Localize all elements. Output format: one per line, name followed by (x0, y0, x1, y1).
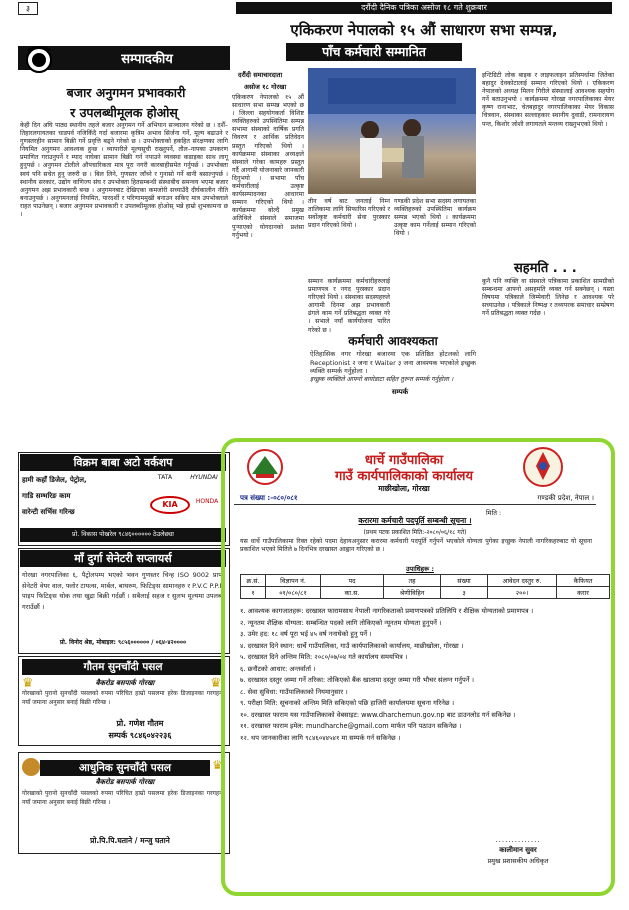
notice-ref-value: -०८०/०८१ (270, 494, 298, 502)
notice-item: ८. सेवा सुविधा: गाउँपालिकाको नियमानुसार । (240, 687, 348, 696)
gautam-subtitle: बैकरोड बसपार्क गोरखा (95, 679, 155, 687)
gautam-title: गौतम सुनचाँदी पसल (22, 659, 224, 675)
lead-col4: इन्टिग्रिटी लोक बाइक र लाइफलाइन प्रतिस्पर्धामा जितेका बहादुर देवकोटालाई सम्मान गरिएको थियो । एकिकरण नेपालको अध्यक्ष मिलन गिरीले संस्थालाई आवश्यक सहयोग गर्ने बताउनुभयो । कार्यक्रममा गोरखा नगरपालिकाका मेयर कृष्ण रानाभाट, चेतबहादुर नगरपालिकाका मेयर विकास चित्रवान, संस्थाका सल्लाहकार स्थानीय दुवाडी, रामनारायण पन्त, किशोर जोशी लगायतले मन्तव्य राख्नुभएको थियो । (482, 72, 614, 128)
table-cell: का.स. (321, 587, 384, 599)
gautam-phone: सम्पर्क ९८४६०४२२३६ (108, 731, 172, 740)
page-number: ३ (18, 2, 38, 15)
notice-org: धार्चे गाउँपालिका (364, 453, 444, 468)
notice-item: २. न्यूनतम शैक्षिक योग्यता: सम्बन्धित पदको लागि तोकिएको न्यूनतम योग्यता हुनुपर्ने । (240, 618, 442, 627)
notice-place: माछीखोला, गोरखा (378, 484, 430, 493)
auto-workshop-line-2: गाडि सम्भरिङ काम (22, 492, 71, 500)
table-cell: करार (557, 587, 610, 599)
vacancy-table (240, 574, 610, 599)
ganesh-icon (22, 758, 40, 776)
auto-workshop-contact: प्रो. विकास पोखरेल ९८४६०००००० ठेउलेछ्या (20, 528, 226, 542)
notice-intro: यस धार्चे गाउँपालिकामा रिक्त रहेको पदमा देहायअनुसार करारमा कर्मचारी पदपूर्ति गर्नुपर्ने भएकोले योग्यता पुगेका इच्छुक नेपाली नागरिकहरुबाट यो सूचना प्रकाशित भएको मितिले ७ दिनभित्र दरखास्त आह्वान गरिएको छ । (240, 538, 592, 553)
signature-dots: .............. (495, 836, 541, 844)
editorial-section-label: सम्पादकीय (121, 52, 173, 67)
notice-ref (240, 494, 360, 503)
col-header: क्र.सं. (241, 575, 266, 587)
notice-ref-label: पत्र संख्या : (240, 494, 271, 502)
masthead-strip: दरौंदी दैनिक पत्रिका असोज १८ गते शुक्रबार (236, 2, 612, 14)
notice-item: ९. परीक्षा मिति: सूचनाको अन्तिम मिति सकिएको पछि हाजिरी कार्यालयमा सूचना गरिनेछ । (240, 699, 455, 707)
gautam-contact: प्रो. गणेश गौतम (116, 719, 164, 728)
col-header: आवेदन दस्तुर रु. (488, 575, 557, 587)
notice-office: गाउँ कार्यपालिकाको कार्यालय (335, 469, 473, 484)
editorial-logo (22, 46, 58, 74)
table-cell: ०१/०८०/८१ (266, 587, 321, 599)
notice-item: १. आवश्यक कागजातहरू: दरखास्त फारामसाथ नेपाली नागरिकताको प्रमाणपत्रको प्रतिलिपि र शैक्षिक योग्यताको प्रमाणपत्र । (240, 607, 534, 615)
editorial-headline-2: र उपलब्धीमूलक होओस् (70, 105, 178, 120)
notice-item: १२. थप जानकारीका लागि ९८४६०४४५४१ मा सम्पर्क गर्न सकिनेछ । (240, 733, 401, 742)
aadhunik-contact: प्रो.पि.पि.घताने / मन्जु घताने (90, 836, 170, 845)
sahamati-title: सहमति . . . (514, 261, 577, 276)
vacancy-table-header (241, 575, 610, 587)
signature-name: कालीमान सुवर (499, 846, 537, 854)
photo-caption: तीन वर्ष बाट जनताई निम्न तालिकामा लागि सिफारिस गरिएको र सर्वोत्कृष्ट कर्मचारी सेवा पुरस्कार प्रदान गरिएको थियो । (308, 198, 390, 230)
gautam-body: गोरखाको पुरानो सुनचाँदी पसलको रुपमा परिचित हाम्रो पसलमा हरेक डिजाइनका गरगहना नयाँ जमाना अनुसार बनाई बिक्री गरिन्छ । (22, 690, 224, 706)
aadhunik-subtitle: बैकरोड बसपार्क गोरखा (95, 778, 155, 786)
honda-logo: HONDA (195, 498, 219, 505)
col-header: कैफियत (557, 575, 610, 587)
notice-title: करारमा कर्मचारी पदपूर्ति सम्बन्धी सूचना । (358, 516, 472, 525)
lead-headline-1: एकिकरण नेपालको १५ औं साधारण सभा सम्पन्न, (290, 21, 558, 39)
staff-ad-contact-label: सम्पर्क (391, 388, 409, 396)
tata-logo: TATA (157, 474, 173, 481)
municipality-emblem (244, 448, 286, 486)
editorial-headline-1: बजार अनुगमन प्रभावकारी (66, 85, 186, 100)
lead-col3: गण्डकी प्रदेश सभा सदस्य लगायतका व्यक्तिहरुको उपस्थितिमा कार्यक्रम सम्पन्न भएको थियो । कार्यक्रममा उत्कृष्ट काम गर्नेलाई सम्मान गरिएको थियो । (394, 198, 476, 238)
col-header: विज्ञापन नं. (266, 575, 321, 587)
auto-workshop-line-3: वारेन्टी सर्भिस गरिन्छ (22, 508, 75, 516)
lead-photo (308, 68, 476, 194)
notice-date-label: मिति : (486, 509, 502, 517)
sahamati-body: कुनै पनि व्यक्ति वा संस्थाले पत्रिकामा प्रकाशित सामग्रीको सम्बन्धमा आफ्नो असहमति व्यक्त गर्न सक्नेछन् । यस्ता विषयमा पत्रिकाले जिम्मेवारी लिनेछ र आवश्यक परे सच्याउनेछ । पत्रिकाले निष्पक्ष र तथ्यपरक समाचार सम्प्रेषण गर्ने प्रतिबद्धता व्यक्त गर्दछ । (482, 278, 614, 318)
notice-item: ३. उमेर हद: १८ वर्ष पूरा भई ४५ वर्ष ननाघेको हुनु पर्ने । (240, 630, 372, 638)
staff-ad-note: इच्छुक व्यक्तिले आफ्नो बायोडाटा सहित तुरुन्त सम्पर्क गर्नुहोला । (310, 376, 454, 383)
notice-item: ७. दरखास्त दस्तुर जम्मा गर्ने तरिका: तोकिएको बैंक खातामा दस्तुर जम्मा गरी भौचर संलग्न गर्नुपर्ने । (240, 676, 474, 684)
notice-item: ११. दरखास्त फाराम इमेल: mundharche@gmail.com मार्फत पनि पठाउन सकिनेछ । (240, 722, 462, 730)
signature-title: प्रमुख प्रशासकीय अधिकृत (487, 857, 549, 865)
table-cell: ३ (441, 587, 488, 599)
col-header: संख्या (441, 575, 488, 587)
table-cell: २००। (488, 587, 557, 599)
lead-col2: सम्मान कार्यक्रममा कर्मचारीहरुलाई प्रमाणपत्र र नगद पुरस्कार प्रदान गरिएको थियो । संस्थाका सदस्यहरुले आगामी दिनमा अझ प्रभावकारी ढंगले काम गर्ने प्रतिबद्धता व्यक्त गरे । सभाले नयाँ कार्ययोजना पारित गरेको छ । (308, 278, 390, 334)
notice-table-caption: उपाधिहरू : (406, 565, 434, 573)
lead-place: असोज १८ गोरखा (244, 83, 287, 91)
auto-workshop-line-1: हामी कहाँ डिजेल, पेट्रोल, (22, 476, 87, 484)
table-row (241, 587, 610, 599)
lead-byline: दरौंदी समाचारदाता (238, 71, 283, 79)
notice-item: ४. दरखास्त दिने स्थान: धार्चे गाउँपालिका, गाउँ कार्यपालिकाको कार्यालय, माछीखोला, गोरखा । (240, 641, 464, 650)
col-header: पद (321, 575, 384, 587)
hyundai-logo: HYUNDAI (190, 474, 218, 481)
sanitary-contact: प्रो. विनोद श्रेष्ठ, मोबाइल: ९८५६०००००० / ०६४-४२०००० (59, 639, 187, 646)
crown-icon: ♛ (22, 676, 34, 691)
notice-subtitle: (प्रथम पटक प्रकाशित मिति:-२०८०/०६/१८ गते) (363, 529, 467, 536)
notice-province: गण्डकी प्रदेश, नेपाल । (537, 494, 594, 502)
nepal-emblem (520, 446, 566, 488)
sanitary-title: माँ दुर्गा सेनेटरी सप्लायर्स (20, 550, 226, 567)
lead-col1: एकिकरण नेपालको १५ औं साधारण सभा सम्पन्न भएको छ । जिल्ला सहयोगकर्ता विशिष्ट व्यक्तिहरुको उपस्थितिमा सम्पन्न सभामा संस्थाको वार्षिक प्रगति विवरण र आर्थिक प्रतिवेदन प्रस्तुत गरिएको थियो । कार्यक्रममा संस्थाका अध्यक्षले संस्थाले गरेका कामहरु प्रस्तुत गर्दै आगामी योजनाबारे जानकारी दिनुभयो । सभामा पाँच कर्मचारीलाई उत्कृष्ट कार्यसम्पादनका आधारमा सम्मान गरिएको थियो । कार्यक्रममा बोल्दै प्रमुख अतिथिले संस्थाले समाजमा पुर्‍याएको योगदानको प्रशंसा गर्नुभयो । (232, 94, 304, 239)
auto-workshop-title: विक्रम बाबा अटो वर्कशप (20, 454, 226, 471)
staff-ad-body: ऐतिहासिक नगर गोरखा बजारमा एक प्रतिष्ठित होटलको लागि Receptionist २ जना र Waiter ३ जना आवश्यक भएकोले इच्छुक व्यक्ति सम्पर्क गर्नुहोला । (310, 350, 476, 375)
notice-items (240, 606, 594, 744)
crown-icon: ♛ (210, 676, 222, 691)
crown-icon: ♛ (212, 758, 223, 772)
staff-ad-title: कर्मचारी आवश्यकता (348, 334, 438, 348)
notice-item: ५. दरखास्त दिने अन्तिम मिति: २०८०/०७/०४ गते कार्यालय समयभित्र । (240, 653, 408, 661)
notice-divider (234, 504, 596, 505)
aadhunik-body: गोरखाको पुरानो सुनचाँदी पसलको रुपमा परिचित हाम्रो पसलमा हरेक डिजाइनका गरगहना नयाँ जमाना अनुसार बनाई बिक्री गरिन्छ । (22, 790, 224, 806)
sanitary-body: गोरखा नगरपालिका ६, पैट्रोलपम्प भएको भवन गुणस्तर चिन्ह ISO 9002 प्राप्त सेनेटरी वेयर वाल, फ्लोर टायल्स, मार्बल, बाथरुम, फिटिङ्स सामानहरु र P.V.C P.P.R पाइप फिटिङ्स थोक तथा खुद्रा बिक्री गर्दछौं । सबैलाई सहज र सुलभ मूल्यमा उपलब्ध गराउँछौं । (22, 571, 224, 611)
aadhunik-title: आधुनिक सुनचाँदी पसल (40, 760, 210, 776)
lead-headline-2: पाँच कर्मचारी सम्मानित (286, 43, 462, 61)
table-cell: १ (241, 587, 266, 599)
table-cell: श्रेणीविहिन (384, 587, 441, 599)
notice-item: ६. छनौटको आधार: अन्तर्वार्ता । (240, 664, 316, 673)
editorial-body: केही दिन अघि पाठ्य स्थानीय तहले बजार अनुगमन गर्ने अभियान सञ्चालन गरेको छ । दशैँ–तिहारलगायतका चाडपर्व नजिकिँदै गर्दा बजारमा कृत्रिम अभाव सिर्जना गर्ने, मूल्य बढाउने र गुणस्तरहीन सामान बिक्री गर्ने प्रवृत्ति बढ्ने गरेको छ । उपभोक्ताको हकहित संरक्षणका लागि नियमित अनुगमन आवश्यक हुन्छ । व्यापारीले मूल्यसूची राख्नुपर्ने, तौल–नापका उपकरण प्रमाणित गराउनुपर्ने र म्याद नाघेका सामान बिक्री गर्न नपाउने व्यवस्था कडाइका साथ लागू हुनुपर्छ । अनुगमन टोलीले औपचारिकता मात्र पूरा नगरी कारबाहीसमेत गर्नुपर्छ । उपभोक्ता स्वयं पनि सचेत हुनु जरुरी छ । बिल लिने, गुणस्तर जाँच्ने र गुनासो गर्ने बानी बसाल्नुपर्छ । स्थानीय सरकार, उद्योग वाणिज्य संघ र उपभोक्ता हितसम्बन्धी संस्थाबीच समन्वय भएमा बजार अनुगमन अझ प्रभावकारी बन्छ । अनुगमनबाट देखिएका कमजोरी सच्याउँदै दीर्घकालीन नीति बनाउनुपर्छ । अनुगमनलाई नियमित, पारदर्शी र परिणाममुखी बनाउन सकिए मात्र उपभोक्ताले राहत पाउनेछन् । बजार अनुगमन प्रभावकारी र उपलब्धीमूलक होओस् भन्ने हाम्रो शुभकामना छ । (20, 122, 228, 219)
kia-logo: KIA (150, 496, 190, 514)
col-header: तह (384, 575, 441, 587)
notice-item: १०. दरखास्त फाराम यस गाउँपालिकाको वेबसाइट: www.dharchemun.gov.np बाट डाउनलोड गर्न सकिनेछ । (240, 710, 516, 719)
